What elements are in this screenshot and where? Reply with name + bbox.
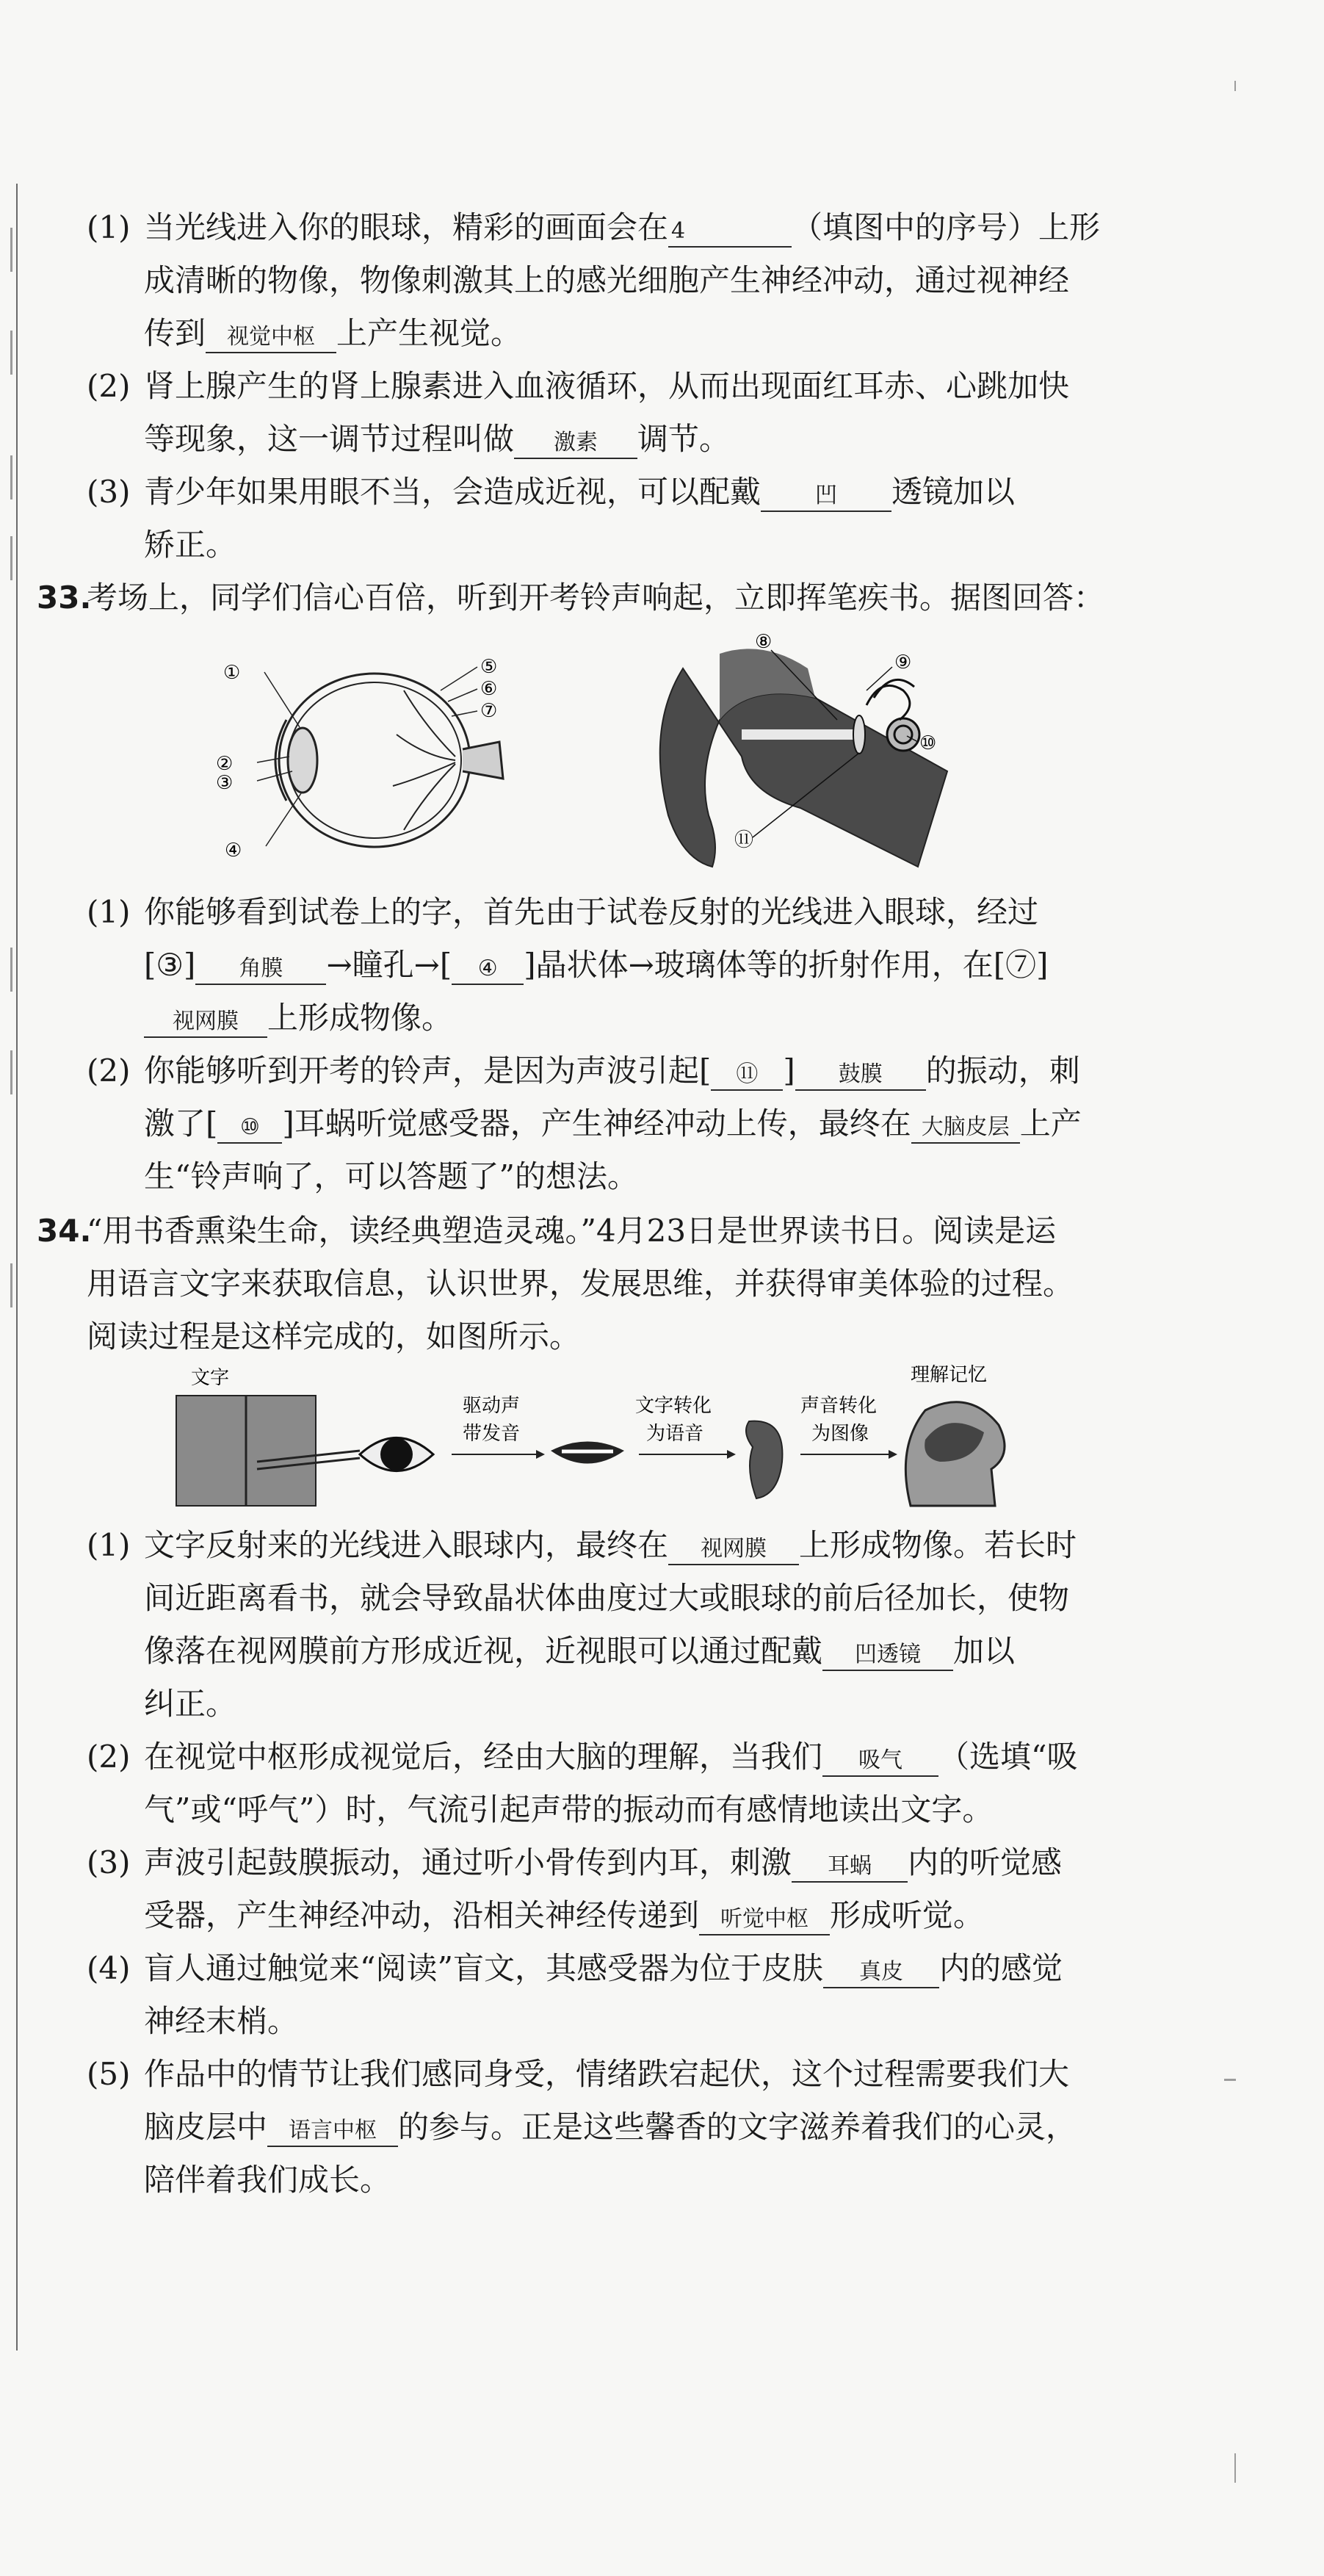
answer-blank: 大脑皮层: [911, 1113, 1020, 1144]
answer-blank: 4: [668, 217, 792, 248]
q34-p5-line3: 陪伴着我们成长。: [144, 2162, 391, 2198]
ear-icon: [746, 1421, 782, 1498]
q34-p3-line1: (3) 声波引起鼓膜振动，通过听小骨传到内耳，刺激 耳蜗 内的听觉感: [0, 1841, 1324, 1885]
ear-label-11: ⑪: [734, 829, 754, 851]
eye-label-4: ④: [225, 840, 242, 862]
q34-stem-line1: 34.“用书香熏染生命，读经典塑造灵魂。”4月23日是世界读书日。阅读是运: [37, 1213, 1057, 1249]
answer-blank: 视网膜: [668, 1534, 799, 1565]
answer-blank: ④: [452, 954, 524, 985]
eye-label-3: ③: [216, 772, 234, 794]
scan-speck: [1234, 2453, 1236, 2483]
q33-p1-line3: 视网膜 上形成物像。: [0, 996, 1324, 1040]
eye-label-5: ⑤: [480, 656, 498, 678]
q32-p2-line2: 等现象，这一调节过程叫做 激素 调节。: [0, 417, 1324, 461]
reading-process-figure: [169, 1359, 1116, 1513]
answer-blank: 鼓膜: [795, 1060, 926, 1091]
answer-blank: 凹透镜: [822, 1640, 953, 1671]
ear-label-8: ⑧: [755, 631, 773, 653]
q33-stem: 33.考场上，同学们信心百倍，听到开考铃声响起，立即挥笔疾书。据图回答：: [37, 580, 1105, 616]
q34-stem-line2: 用语言文字来获取信息，认识世界，发展思维，并获得审美体验的过程。: [87, 1266, 1074, 1302]
semicircular-canals: [867, 685, 910, 720]
arrow3-label-bottom: 为图像: [811, 1423, 869, 1445]
q32-p2-line1: (2) 肾上腺产生的肾上腺素进入血液循环，从而出现面红耳赤、心跳加快: [87, 368, 1070, 404]
answer-blank: 语言中枢: [267, 2116, 398, 2147]
answer-blank: 听觉中枢: [699, 1905, 830, 1935]
ear-label-9: ⑨: [894, 652, 912, 674]
q33-p2-line1: (2) 你能够听到开考的铃声，是因为声波引起[ ⑪ ] 鼓膜 的振动，刺: [0, 1049, 1324, 1093]
answer-blank: ⑩: [217, 1113, 282, 1144]
q32-p3-line1: (3) 青少年如果用眼不当，会造成近视，可以配戴 凹 透镜加以: [0, 470, 1324, 514]
eye-label-7: ⑦: [480, 700, 498, 722]
q32-p1-line1: (1) 当光线进入你的眼球，精彩的画面会在 4 （填图中的序号）上形: [0, 206, 1324, 250]
ear-diagram: [639, 624, 977, 881]
answer-blank: 视觉中枢: [206, 322, 336, 353]
answer-blank: 视网膜: [144, 1007, 267, 1038]
q34-p4-line2: 神经末梢。: [144, 2003, 299, 2039]
cochlea: [887, 718, 919, 751]
answer-blank: 耳蜗: [792, 1852, 908, 1883]
figure-label-brain: 理解记忆: [911, 1364, 988, 1386]
outer-ear: [660, 668, 947, 867]
arrow2-label-bottom: 为语音: [646, 1423, 704, 1445]
eye-diagram: [213, 639, 507, 881]
q34-p1-line1: (1) 文字反射来的光线进入眼球内，最终在 视网膜 上形成物像。若长时: [0, 1523, 1324, 1567]
eye-label-1: ①: [223, 662, 241, 684]
arrow3-label-top: 声音转化: [800, 1395, 878, 1417]
answer-blank: 激素: [514, 428, 637, 459]
q34-p2-line1: (2) 在视觉中枢形成视觉后，经由大脑的理解，当我们 吸气 （选填“吸: [0, 1735, 1324, 1779]
q33-p2-line3: 生“铃声响了，可以答题了”的想法。: [144, 1158, 638, 1194]
arrow2-label-top: 文字转化: [635, 1395, 712, 1417]
optic-nerve: [463, 742, 503, 779]
q32-p1-line2: 成清晰的物像，物像刺激其上的感光细胞产生神经冲动，通过视神经: [144, 262, 1070, 298]
answer-blank: 吸气: [822, 1746, 938, 1777]
scan-speck: [1234, 81, 1236, 91]
eye-label-6: ⑥: [480, 678, 498, 700]
lens: [288, 728, 317, 793]
q34-p1-line4: 纠正。: [144, 1686, 237, 1722]
q34-p3-line2: 受器，产生神经冲动，沿相关神经传递到 听觉中枢 形成听觉。: [0, 1894, 1324, 1938]
arrow1-label-bottom: 带发音: [463, 1423, 521, 1445]
figure-label-text: 文字: [191, 1367, 230, 1389]
arrow1-label-top: 驱动声: [463, 1395, 521, 1417]
ear-label-10: ⑩: [919, 732, 937, 754]
eye-pupil: [380, 1438, 413, 1471]
q34-p5-line1: (5) 作品中的情节让我们感同身受，情绪跌宕起伏，这个过程需要我们大: [87, 2056, 1070, 2092]
q34-p1-line3: 像落在视网膜前方形成近视，近视眼可以通过配戴 凹透镜 加以: [0, 1629, 1324, 1673]
q32-p1-line3: 传到 视觉中枢 上产生视觉。: [0, 311, 1324, 356]
answer-blank: ⑪: [711, 1060, 783, 1091]
q33-p2-line2: 激了[ ⑩ ]耳蜗听觉感受器，产生神经冲动上传，最终在 大脑皮层 上产: [0, 1102, 1324, 1146]
answer-blank: 真皮: [823, 1958, 939, 1988]
q34-stem-line3: 阅读过程是这样完成的，如图所示。: [87, 1318, 581, 1354]
eye-label-2: ②: [216, 753, 234, 775]
q34-p2-line2: 气”或“呼气”）时，气流引起声带的振动而有感情地读出文字。: [144, 1792, 994, 1828]
eardrum: [853, 715, 865, 754]
q32-p3-line2: 矫正。: [144, 527, 237, 563]
retinal-vessels: [393, 690, 455, 830]
q33-p1-line2: [③] 角膜 →瞳孔→[ ④ ]晶状体→玻璃体等的折射作用，在[⑦]: [0, 943, 1324, 987]
q34-p1-line2: 间近距离看书，就会导致晶状体曲度过大或眼球的前后径加长，使物: [144, 1580, 1070, 1616]
q34-p4-line1: (4) 盲人通过触觉来“阅读”盲文，其感受器为位于皮肤 真皮 内的感觉: [0, 1947, 1324, 1991]
answer-blank: 角膜: [195, 954, 326, 985]
answer-blank: 凹: [761, 481, 891, 512]
q34-p5-line2: 脑皮层中 语言中枢 的参与。正是这些馨香的文字滋养着我们的心灵，: [0, 2105, 1324, 2149]
q33-p1-line1: (1) 你能够看到试卷上的字，首先由于试卷反射的光线进入眼球，经过: [87, 894, 1039, 930]
